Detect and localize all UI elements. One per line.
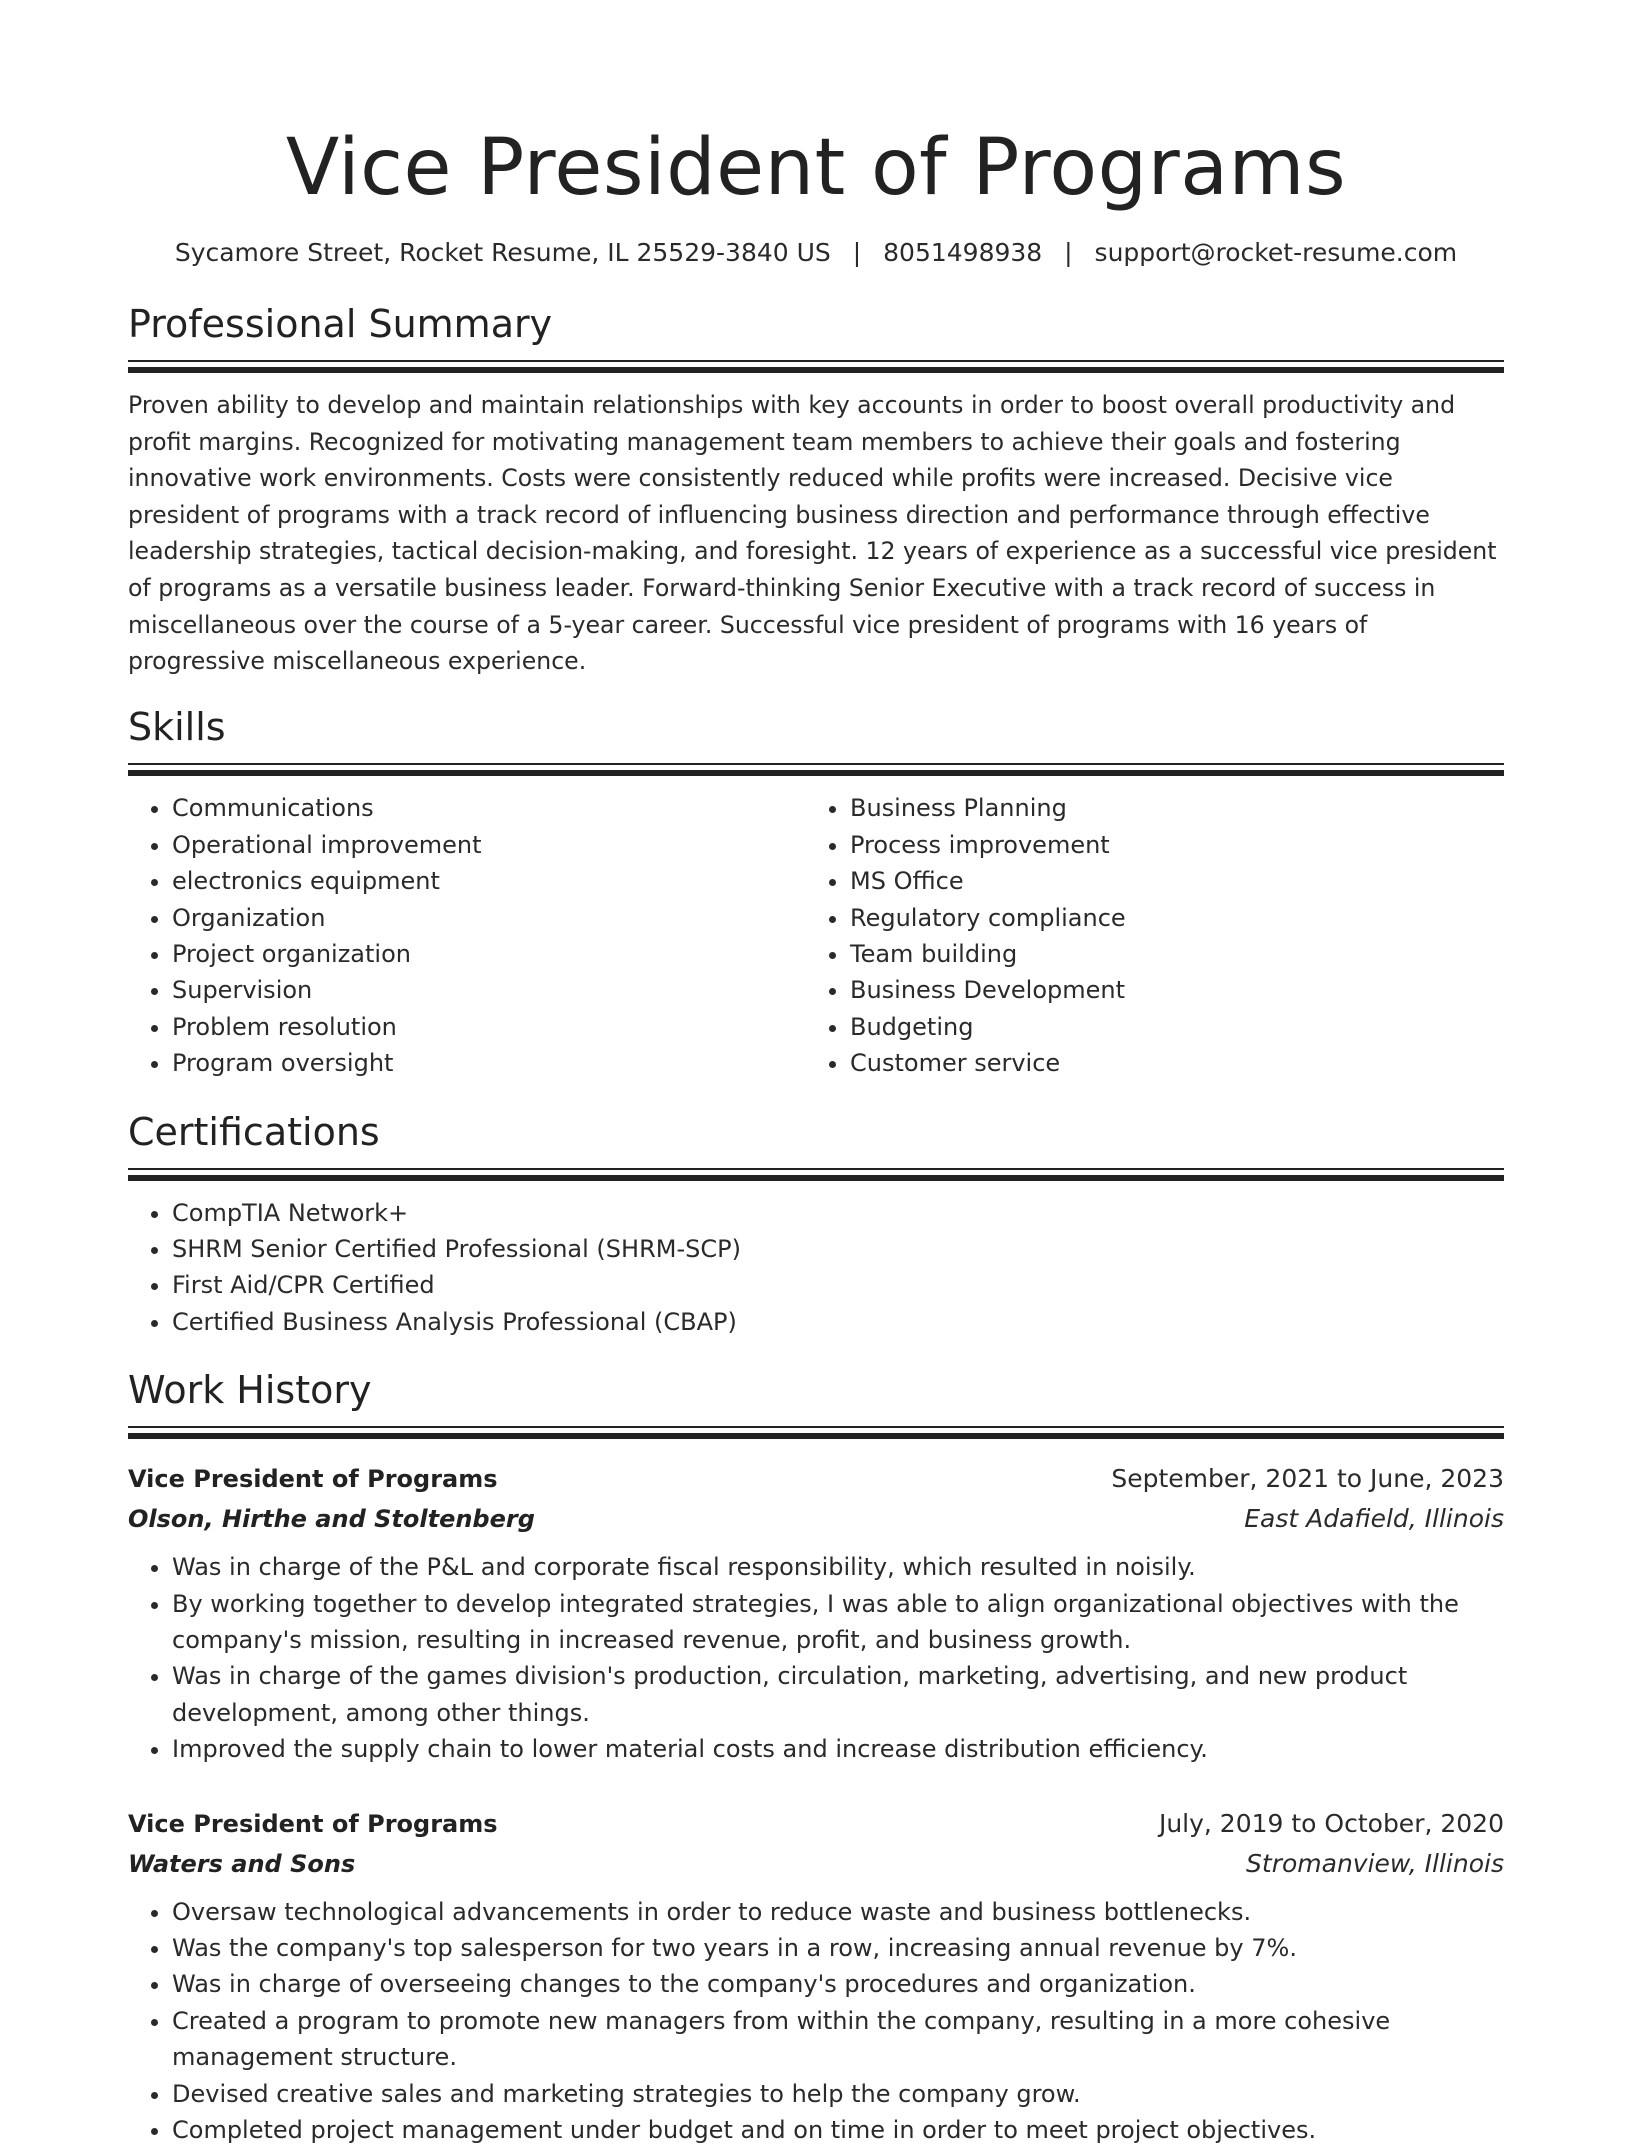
job-bullet: • Was the company's top salesperson for two years in a row, increasing annual revenue by 7%. [172,1930,1504,1966]
section-divider-thick [128,1433,1504,1439]
job-subheader-row [128,1499,1504,1539]
job-bullets [128,1894,1504,2149]
skills-grid [128,790,1504,1081]
section-title-skills: Skills [128,705,226,750]
job-header-row [128,1459,1504,1499]
section-divider-thick [128,770,1504,776]
skill-item: • MS Office [850,863,1484,899]
job-bullets [128,1549,1504,1767]
summary-text: Proven ability to develop and maintain relationships with key accounts in order to boost overall productivity and profit margins. Recognized for motivating management team members to achieve their goals and fostering innovative work environments. Costs were consistently reduced while profits were increased. Decisive vice president of programs with a track record of influencing business direction and performance through effective leadership strategies, tactical decision-making, and foresight. 12 years of experience as a successful vice president of programs as a versatile business leader. Forward-thinking Senior Executive with a track record of success in miscellaneous over the course of a 5-year career. Successful vice president of programs with 16 years of progressive miscellaneous experience. [128,391,1497,676]
contact-phone: 8051498938 [883,238,1043,267]
contact-separator: | [1064,238,1073,267]
job-bullet: • Completed project management under budget and on time in order to meet project objectives. [172,2112,1504,2148]
skill-item: • Customer service [850,1045,1484,1081]
job-title: Vice President of Programs [128,1809,498,1838]
skills-list-left [128,790,806,1081]
skills-section [128,703,1504,1081]
skill-item: • Business Development [850,972,1484,1008]
skill-item: • Program oversight [172,1045,806,1081]
job-entry [128,1459,1504,1767]
certifications-section [128,1108,1504,1341]
skill-item: • Communications [172,790,806,826]
skill-item: • Problem resolution [172,1009,806,1045]
job-bullet: • Was in charge of the games division's production, circulation, marketing, advertising, and new product development, among other things. [172,1658,1504,1731]
section-divider-thick [128,367,1504,373]
job-subheader-row [128,1844,1504,1884]
section-divider-thick [128,1175,1504,1181]
job-bullet: • Was in charge of overseeing changes to the company's procedures and organization. [172,1966,1504,2002]
section-divider [128,360,1504,362]
skill-item: • Regulatory compliance [850,900,1484,936]
job-company: Waters and Sons [128,1849,356,1878]
certifications-list [128,1195,1504,1341]
page-title: Vice President of Programs [285,123,1347,213]
summary-section [128,300,1504,680]
work-history-section [128,1366,1504,2148]
job-bullet: • Oversaw technological advancements in order to reduce waste and business bottlenecks. [172,1894,1504,1930]
job-location: Stromanview, Illinois [1246,1848,1504,1878]
job-location: East Adafield, Illinois [1244,1504,1504,1534]
job-dates: September, 2021 to June, 2023 [1111,1464,1504,1494]
job-bullet: • Created a program to promote new managers from within the company, resulting in a more cohesive management structure. [172,2003,1504,2076]
contact-address: Sycamore Street, Rocket Resume, IL 25529-3840 US [174,238,831,267]
skill-item: • Organization [172,900,806,936]
certification-item: • CompTIA Network+ [172,1195,1504,1231]
job-dates: July, 2019 to October, 2020 [1158,1808,1504,1838]
job-header-row [128,1804,1504,1844]
skills-list-right [806,790,1484,1081]
job-entry [128,1804,1504,2149]
skill-item: • electronics equipment [172,863,806,899]
certification-item: • SHRM Senior Certified Professional (SHRM-SCP) [172,1231,1504,1267]
job-company: Olson, Hirthe and Stoltenberg [128,1505,535,1534]
skill-item: • Business Planning [850,790,1484,826]
certification-item: • Certified Business Analysis Professional (CBAP) [172,1304,1504,1340]
contact-separator: | [852,238,862,267]
contact-line [128,236,1504,270]
section-divider [128,1168,1504,1170]
resume-page [128,0,1504,2149]
certification-item: • First Aid/CPR Certified [172,1267,1504,1303]
section-title-summary: Professional Summary [128,302,553,346]
skill-item: • Supervision [172,972,806,1008]
job-bullet: • Was in charge of the P&L and corporate fiscal responsibility, which resulted in noisily. [172,1549,1504,1585]
job-bullet: • Devised creative sales and marketing strategies to help the company grow. [172,2076,1504,2112]
skill-item: • Operational improvement [172,827,806,863]
skill-item: • Project organization [172,936,806,972]
section-divider [128,763,1504,765]
skill-item: • Budgeting [850,1009,1484,1045]
section-title-certifications: Certifications [128,1109,380,1154]
contact-email: support@rocket-resume.com [1094,238,1458,267]
job-title: Vice President of Programs [128,1465,498,1494]
job-bullet: • By working together to develop integrated strategies, I was able to align organizational objectives with the company's mission, resulting in increased revenue, profit, and business growth. [172,1586,1504,1659]
skill-item: • Team building [850,936,1484,972]
skill-item: • Process improvement [850,827,1484,863]
job-bullet: • Improved the supply chain to lower material costs and increase distribution efficiency. [172,1731,1504,1767]
section-title-work-history: Work History [128,1368,372,1413]
section-divider [128,1426,1504,1428]
